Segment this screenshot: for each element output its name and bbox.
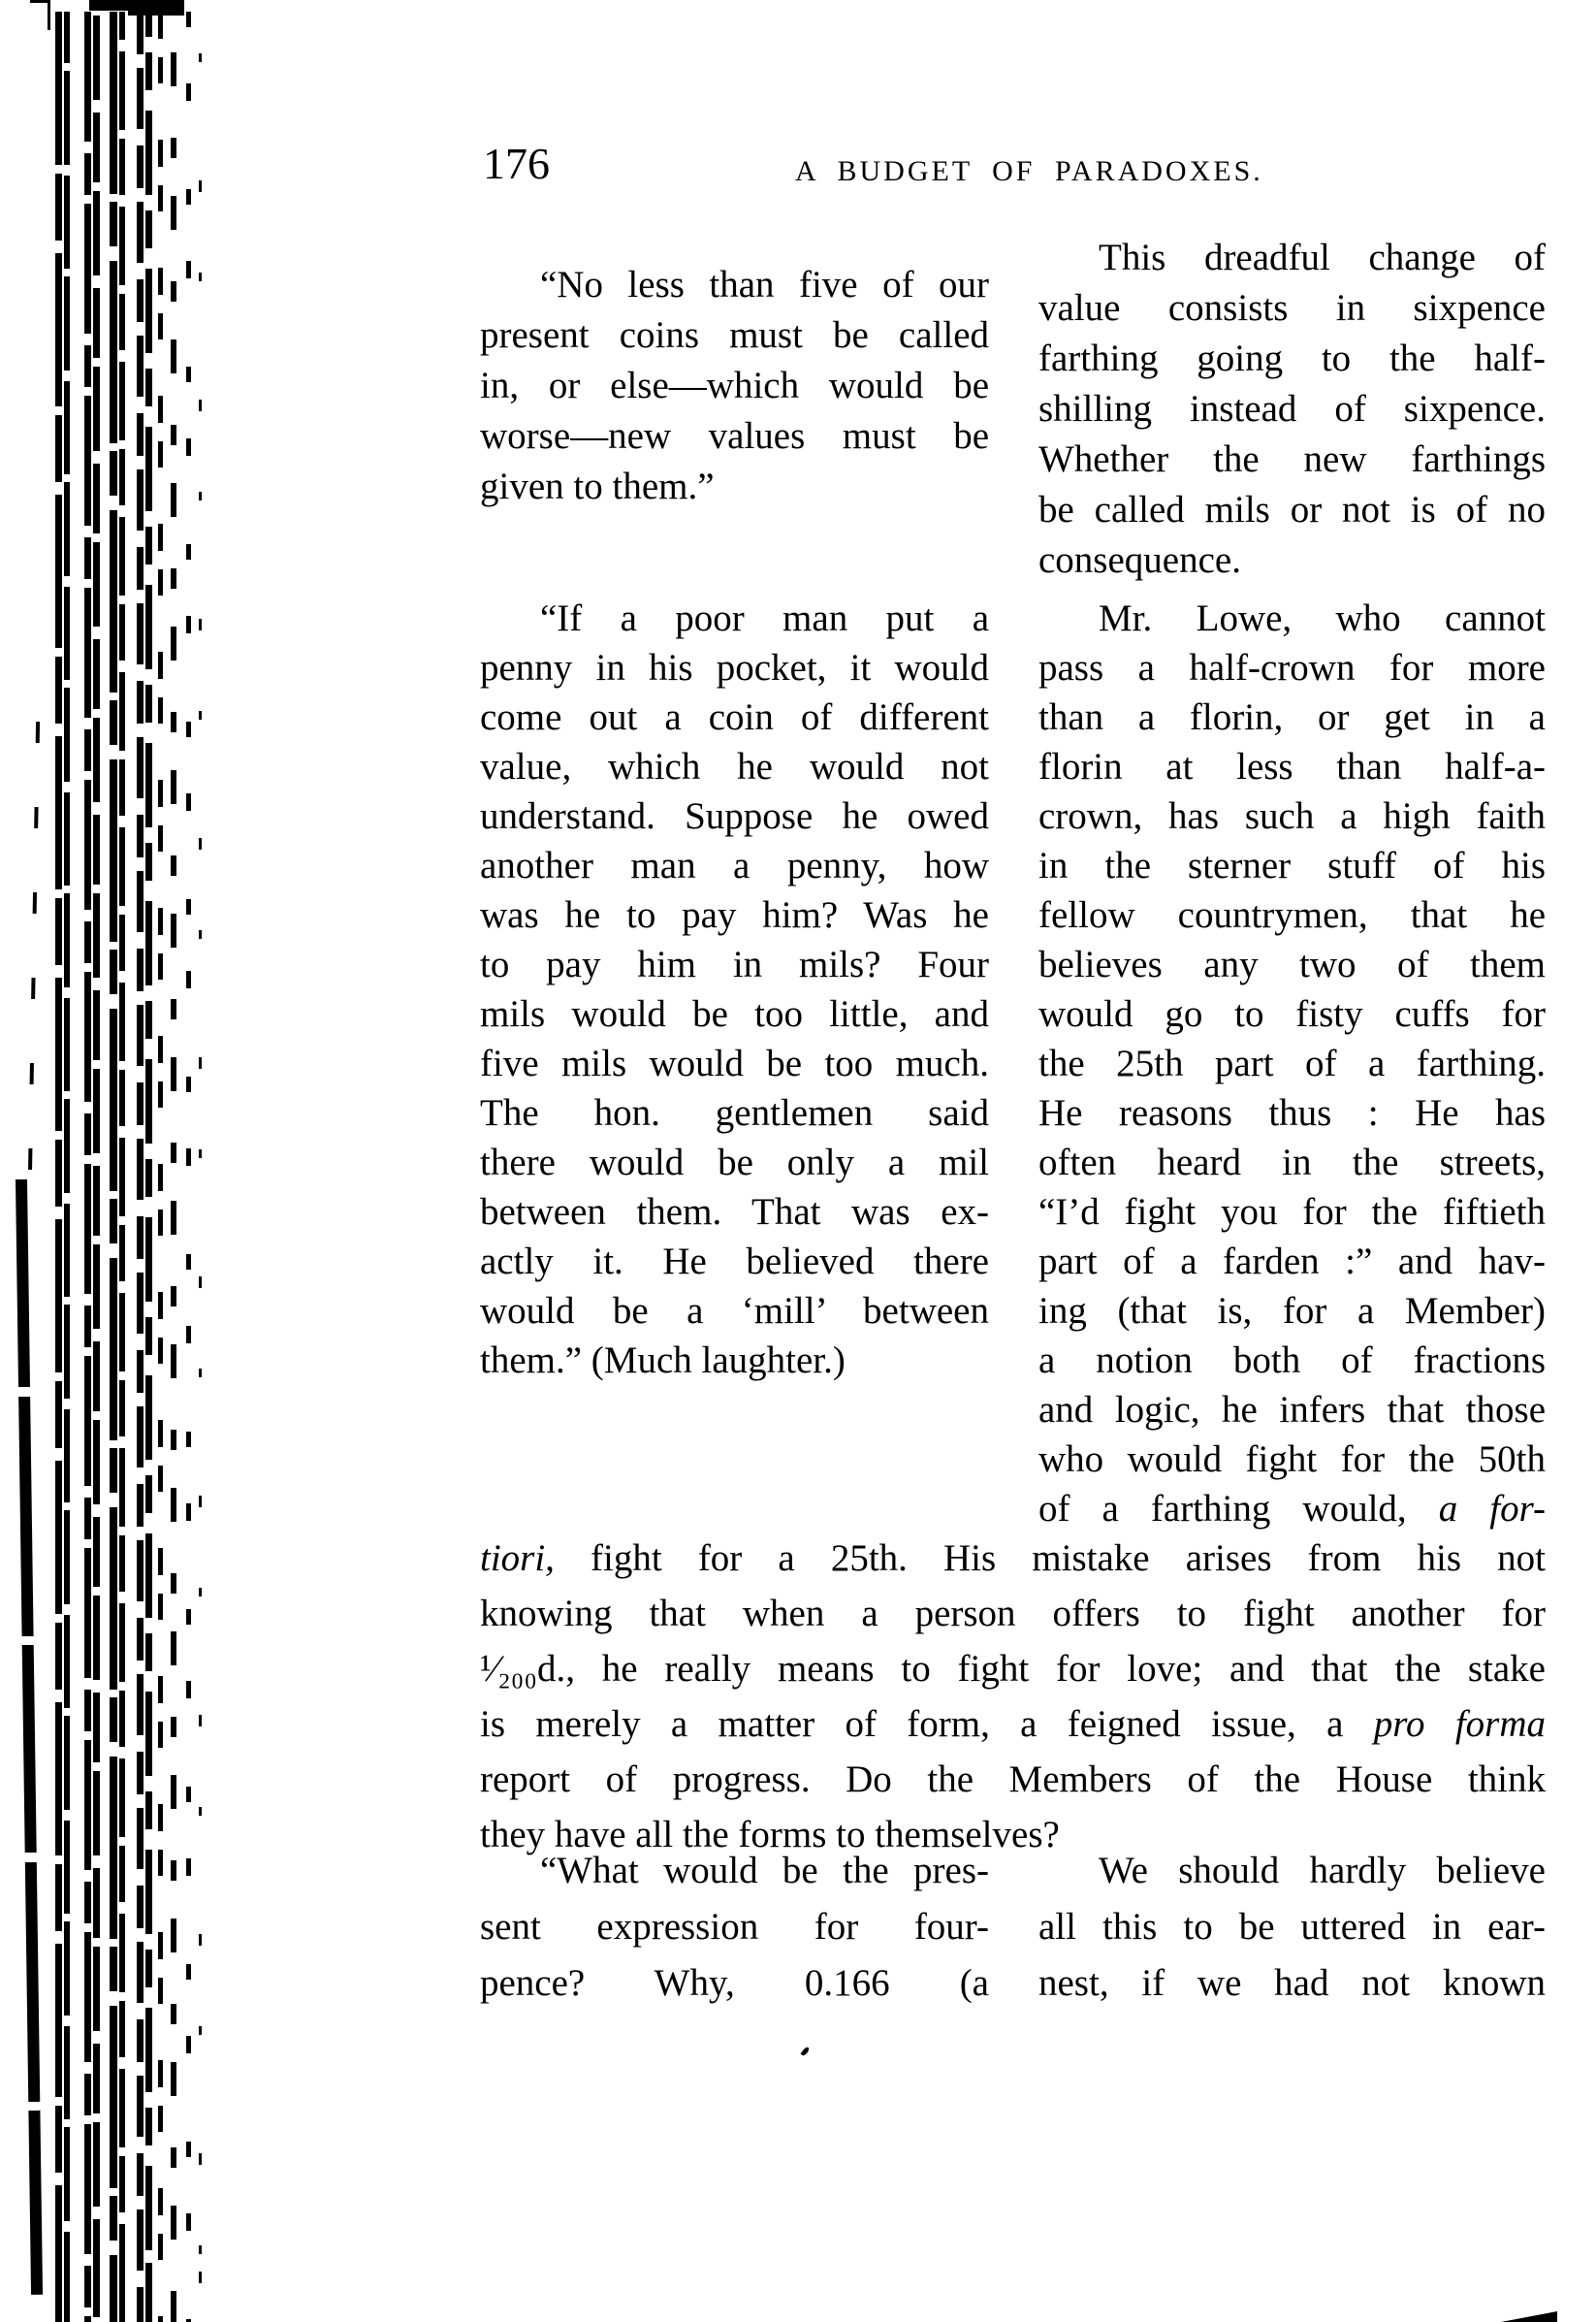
text-line: He reasons thus : He has bbox=[1038, 1092, 1546, 1134]
binding-streak bbox=[158, 12, 163, 2322]
text-line: “I’d fight you for the fiftieth bbox=[1038, 1191, 1546, 1233]
text-line: Whether the new farthings bbox=[1038, 438, 1546, 480]
text-line: value consists in sixpence bbox=[1038, 287, 1546, 329]
text-line: “If a poor man put a bbox=[540, 597, 989, 639]
left-column-paragraph-1 bbox=[480, 260, 989, 512]
text-line: to pay him in mils? Four bbox=[480, 944, 989, 985]
text-line: tiori, fight for a 25th. His mistake arises from his not bbox=[480, 1537, 1546, 1579]
text-line: they have all the forms to themselves? bbox=[480, 1814, 1060, 1855]
binding-streak bbox=[186, 12, 191, 2322]
text-line: five mils would be too much. bbox=[480, 1043, 989, 1084]
text-line: crown, has such a high faith bbox=[1038, 795, 1546, 837]
text-line: in, or else—which would be bbox=[480, 365, 989, 406]
scan-artifact bbox=[30, 0, 49, 3]
page-number: 176 bbox=[483, 139, 550, 188]
text-line: understand. Suppose he owed bbox=[480, 795, 989, 837]
text-line: value, which he would not bbox=[480, 746, 989, 788]
right-column-paragraph-2 bbox=[1038, 594, 1546, 1533]
text-line: actly it. He believed there bbox=[480, 1241, 989, 1282]
left-column-paragraph-2 bbox=[480, 594, 989, 1385]
italic-text: tiori, bbox=[480, 1537, 555, 1579]
binding-streak bbox=[171, 12, 176, 2322]
page-corner-mark bbox=[1501, 2311, 1557, 2322]
text-line: come out a coin of different bbox=[480, 696, 989, 738]
text-line: a notion both of fractions bbox=[1038, 1339, 1546, 1381]
text-line: than a florin, or get in a bbox=[1038, 696, 1546, 738]
text-line: another man a penny, how bbox=[480, 845, 989, 887]
text-line: of a farthing would, a for- bbox=[1038, 1488, 1546, 1530]
text-line: and logic, he infers that those bbox=[1038, 1389, 1546, 1431]
text-line: present coins must be called bbox=[480, 314, 989, 356]
text-line: knowing that when a person offers to fight another for bbox=[480, 1593, 1546, 1634]
text-line: florin at less than half-a- bbox=[1038, 746, 1546, 788]
text-line: given to them.” bbox=[480, 466, 715, 507]
binding-edge-bar bbox=[16, 1179, 43, 2295]
text-line: part of a farden :” and hav- bbox=[1038, 1241, 1546, 1282]
text-line: would be a ‘mill’ between bbox=[480, 1290, 989, 1332]
text-line: “What would be the pres- bbox=[540, 1850, 989, 1891]
text-line: pence? Why, 0.166 (a bbox=[480, 1962, 989, 2004]
text-line: them.” (Much laughter.) bbox=[480, 1339, 846, 1381]
text-line: ing (that is, for a Member) bbox=[1038, 1290, 1546, 1332]
right-column-paragraph-1 bbox=[1038, 233, 1546, 586]
binding-streak bbox=[93, 12, 100, 2322]
text-line: Mr. Lowe, who cannot bbox=[1099, 597, 1546, 639]
text-line: The hon. gentlemen said bbox=[480, 1092, 989, 1134]
text-line: penny in his pocket, it would bbox=[480, 647, 989, 689]
text-line: all this to be uttered in ear- bbox=[1038, 1906, 1546, 1948]
binding-streak bbox=[55, 12, 62, 2322]
ink-speck bbox=[800, 2047, 810, 2057]
binding-streak bbox=[84, 12, 91, 2322]
text-line: often heard in the streets, bbox=[1038, 1142, 1546, 1183]
text-line: sent expression for four- bbox=[480, 1906, 989, 1948]
text-line-with-fraction: ¹⁄₂₀₀d., he really means to fight for love; and that the stake bbox=[480, 1648, 1546, 1690]
scan-artifact bbox=[89, 0, 184, 11]
running-head-title: A BUDGET OF PARADOXES. bbox=[795, 155, 1263, 187]
text-line: is merely a matter of form, a feigned issue, a pro forma bbox=[480, 1703, 1546, 1745]
scan-artifact bbox=[48, 0, 50, 30]
italic-text: pro forma bbox=[1373, 1703, 1546, 1745]
text-line: be called mils or not is of no bbox=[1038, 489, 1546, 531]
text-line: between them. That was ex- bbox=[480, 1191, 989, 1233]
binding-edge-dots bbox=[28, 722, 40, 1177]
text-line: the 25th part of a farthing. bbox=[1038, 1043, 1546, 1084]
binding-streak bbox=[64, 12, 70, 2322]
binding-streak bbox=[145, 12, 152, 2322]
binding-streak bbox=[119, 12, 125, 2322]
bottom-left-paragraph bbox=[480, 1843, 989, 2012]
text-line: pass a half-crown for more bbox=[1038, 647, 1546, 689]
text-line: believes any two of them bbox=[1038, 944, 1546, 985]
text-line: nest, if we had not known bbox=[1038, 1962, 1546, 2004]
full-width-paragraph bbox=[480, 1531, 1546, 1862]
binding-streak bbox=[199, 12, 202, 2322]
text-line: mils would be too little, and bbox=[480, 993, 989, 1035]
text-line: shilling instead of sixpence. bbox=[1038, 388, 1546, 430]
text-line: worse—new values must be bbox=[480, 415, 989, 457]
bottom-right-paragraph bbox=[1038, 1843, 1546, 2012]
text-line: “No less than five of our bbox=[540, 264, 989, 306]
text-line: This dreadful change of bbox=[1099, 237, 1546, 278]
text-line: was he to pay him? Was he bbox=[480, 894, 989, 936]
text-line: would go to fisty cuffs for bbox=[1038, 993, 1546, 1035]
text-line: in the sterner stuff of his bbox=[1038, 845, 1546, 887]
italic-text: a for- bbox=[1438, 1488, 1546, 1530]
binding-streak bbox=[137, 12, 144, 2322]
text-line: report of progress. Do the Members of the House think bbox=[480, 1758, 1546, 1800]
binding-streak bbox=[110, 12, 117, 2322]
text-line: who would fight for the 50th bbox=[1038, 1438, 1546, 1480]
text-line: fellow countrymen, that he bbox=[1038, 894, 1546, 936]
text-line: We should hardly believe bbox=[1099, 1850, 1546, 1891]
text-line: there would be only a mil bbox=[480, 1142, 989, 1183]
text-line: consequence. bbox=[1038, 539, 1241, 581]
text-line: farthing going to the half- bbox=[1038, 338, 1546, 379]
